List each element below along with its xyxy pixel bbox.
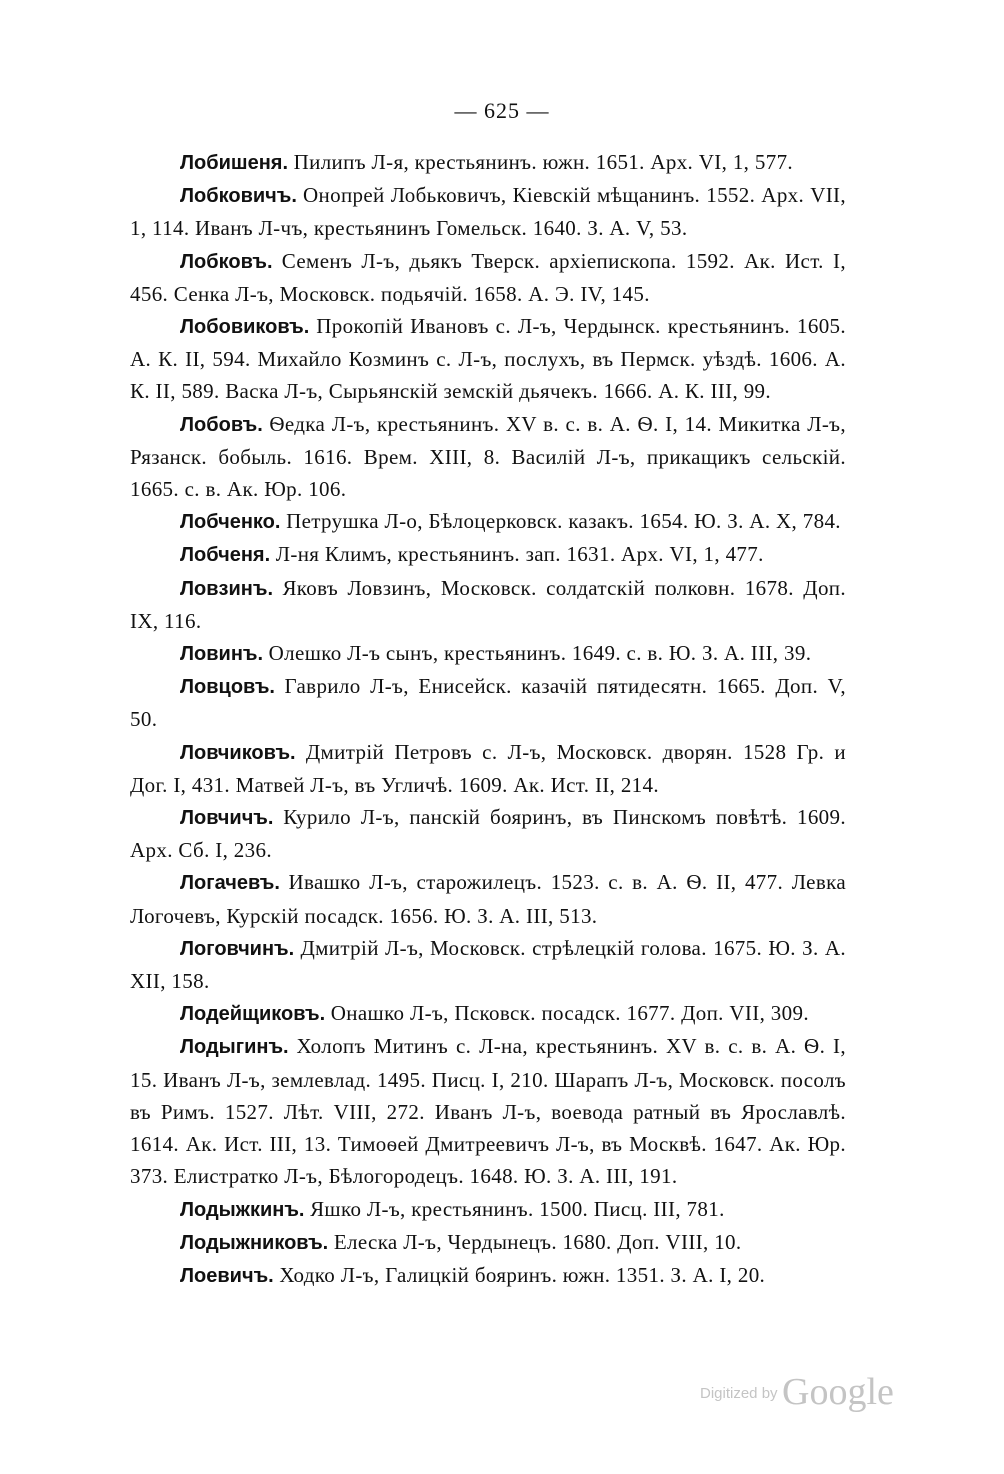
entry-text: Яшко Л-ъ, крестьянинъ. 1500. Писц. III, 781. — [310, 1196, 725, 1221]
entry-headword: Логачевъ. — [180, 872, 280, 895]
entry-text: Ѳедка Л-ъ, крестьянинъ. XV в. с. в. А. Ѳ. I, 14. Микитка Л-ъ, Рязанск. бобыль. 1616. Врем. XIII, 8. Василій Л-ъ, прикащикъ сельскій. 1665. с. в. Ак. Юр. 106. — [130, 411, 846, 502]
entry — [130, 408, 846, 506]
entry-headword: Лобченко. — [180, 511, 281, 534]
entry — [130, 1259, 846, 1292]
entry-text: Петрушка Л-о, Бѣлоцерковск. казакъ. 1654. Ю. З. А. X, 784. — [286, 509, 841, 534]
entry-headword: Лобковичъ. — [180, 185, 297, 208]
entry — [130, 932, 846, 997]
entry — [130, 179, 846, 244]
page-number: — 625 — — [454, 98, 550, 123]
entry-headword: Лобовиковъ. — [180, 316, 310, 339]
watermark-logo-text: Google — [782, 1371, 894, 1413]
entry — [130, 538, 846, 571]
entry-headword: Лодыжниковъ. — [180, 1231, 329, 1254]
entry-headword: Ловцовъ. — [180, 676, 275, 699]
dictionary-entries — [130, 146, 846, 1292]
entry-headword: Лодейщиковъ. — [180, 1003, 326, 1026]
entry-headword: Лодыгинъ. — [180, 1036, 289, 1059]
entry — [130, 1030, 846, 1192]
entry — [130, 146, 846, 179]
entry-headword: Лобишеня. — [180, 152, 288, 174]
entry-text: Елеска Л-ъ, Чердынецъ. 1680. Доп. VIII, 10. — [333, 1229, 742, 1254]
entry-headword: Ловзинъ. — [180, 577, 273, 600]
entry-headword: Лодыжкинъ. — [180, 1198, 305, 1221]
entry — [130, 505, 846, 538]
entry-text: Яковъ Ловзинъ, Московск. солдатскій полковн. 1678. Доп. IX, 116. — [130, 575, 846, 633]
entry-text: Дмитрій Петровъ с. Л-ъ, Московск. дворян. 1528 Гр. и Дог. I, 431. Матвей Л-ъ, въ Угличѣ. 1609. Ак. Ист. II, 214. — [130, 739, 846, 797]
entry-text: Онашко Л-ъ, Псковск. посадск. 1677. Доп. VII, 309. — [330, 1001, 809, 1026]
entry — [130, 637, 846, 670]
entry — [130, 1226, 846, 1259]
entry-headword: Ловинъ. — [180, 643, 264, 666]
entry-text: Ходко Л-ъ, Галицкій бояринъ. южн. 1351. З. А. I, 20. — [279, 1262, 766, 1287]
entry — [130, 670, 846, 735]
entry-headword: Лоевичъ. — [180, 1264, 274, 1287]
entry-headword: Ловчиковъ. — [180, 741, 296, 764]
entry-headword: Лобковъ. — [180, 250, 273, 273]
entry-text: Гаврило Л-ъ, Енисейск. казачій пятидесятн. 1665. Доп. V, 50. — [130, 674, 846, 732]
entry-headword: Ловчичъ. — [180, 807, 274, 830]
entry — [130, 736, 846, 801]
entry — [130, 866, 846, 931]
entry — [130, 997, 846, 1030]
digitized-watermark — [700, 1370, 894, 1414]
entry-headword: Лобченя. — [180, 544, 271, 567]
entry-text: Холопъ Митинъ с. Л-на, крестьянинъ. XV в. с. в. А. Ѳ. I, 15. Иванъ Л-ъ, землевлад. 1495. Писц. I, 210. Шарапъ Л-ъ, Московск. посолъ въ Римъ. 1527. Лѣт. VIII, 272. Иванъ Л-ъ, воевода ратный въ Ярославлѣ. 1614. Ак. Ист. III, 13. Тимоѳей Дмитреевичъ Л-ъ, въ Москвѣ. 1647. Ак. Юр. 373. Елистратко Л-ъ, Бѣлогородецъ. 1648. Ю. З. А. III, 191. — [130, 1034, 846, 1189]
entry-text: Онопрей Лобьковичъ, Кіевскій мѣщанинъ. 1552. Арх. VII, 1, 114. Иванъ Л-чъ, крестьянинъ Гомельск. 1640. З. А. V, 53. — [130, 183, 846, 241]
entry-text: Пилипъ Л-я, крестьянинъ. южн. 1651. Арх. VI, 1, 577. — [293, 150, 794, 174]
entry — [130, 310, 846, 408]
entry — [130, 245, 846, 310]
entry — [130, 1193, 846, 1226]
entry-text: Л-ня Климъ, крестьянинъ. зап. 1631. Арх. VI, 1, 477. — [275, 542, 764, 567]
entry-text: Курило Л-ъ, панскій бояринъ, въ Пинскомъ повѣтѣ. 1609. Арх. Сб. I, 236. — [130, 805, 846, 863]
entry-text: Семенъ Л-ъ, дьякъ Тверск. архіепископа. 1592. Ак. Ист. I, 456. Сенка Л-ъ, Московск. подьячій. 1658. А. Э. IV, 145. — [130, 248, 846, 306]
entry — [130, 572, 846, 637]
entry-text: Ивашко Л-ъ, старожилецъ. 1523. с. в. А. Ѳ. II, 477. Левка Логочевъ, Курскій посадск. 1656. Ю. З. А. III, 513. — [130, 870, 846, 928]
entry — [130, 801, 846, 866]
entry-text: Прокопій Ивановъ с. Л-ъ, Чердынск. крестьянинъ. 1605. А. К. II, 594. Михайло Козминъ с. Л-ъ, послухъ, въ Пермск. уѣздѣ. 1606. А. К. II, 589. Васка Л-ъ, Сырьянскій земскій дьячекъ. 1666. А. К. III, 99. — [130, 314, 846, 404]
entry-headword: Лобовъ. — [180, 413, 263, 436]
watermark-small-text: Digitized by — [700, 1385, 778, 1402]
entry-text: Олешко Л-ъ сынъ, крестьянинъ. 1649. с. в. Ю. З. А. III, 39. — [268, 641, 812, 666]
entry-headword: Логовчинъ. — [180, 937, 295, 960]
entry-text: Дмитрій Л-ъ, Московск. стрѣлецкій голова. 1675. Ю. З. А. XII, 158. — [130, 935, 846, 994]
